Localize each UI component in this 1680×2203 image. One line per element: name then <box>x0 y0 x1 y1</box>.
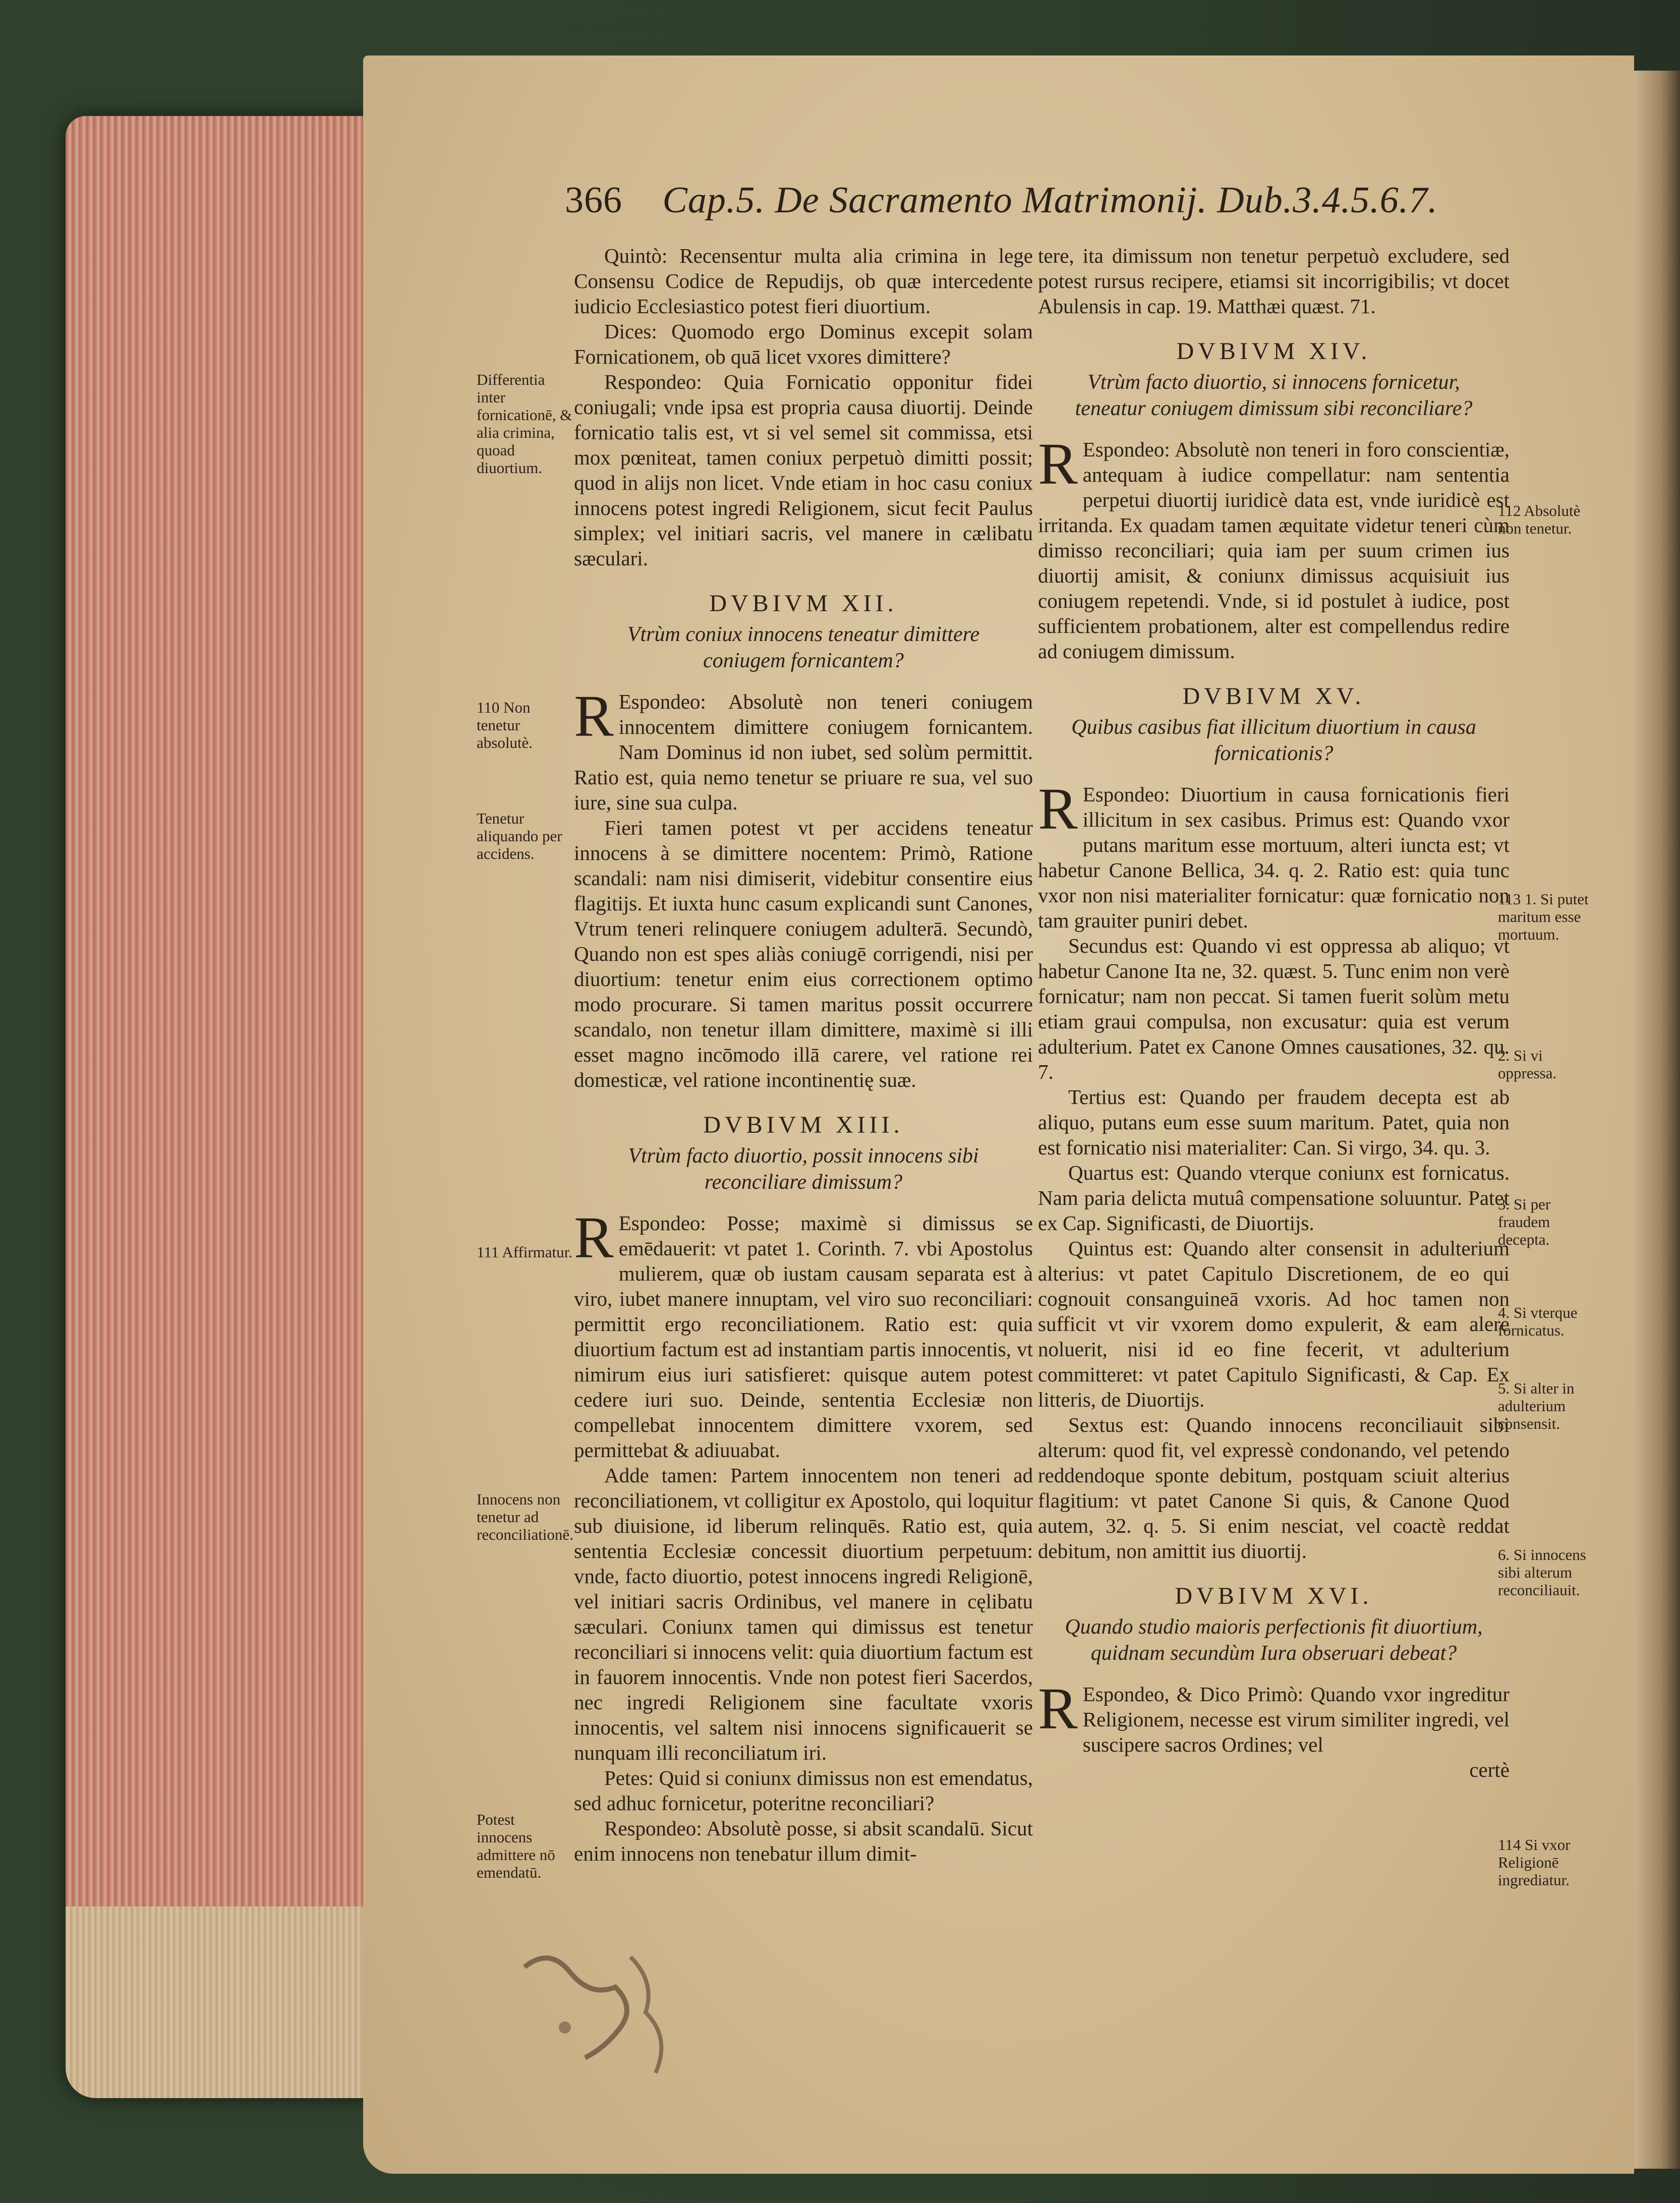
page-number: 366 <box>565 180 622 221</box>
margin-note: 3. Si per fraudem decepta. <box>1498 1195 1551 1248</box>
paragraph-text: Espondeo: Absolutè non teneri in foro conscientiæ, antequam à iudice compellatur: nam sententia perpetui diuortij iuridicè data est, vnde iuridicè est irritanda. Ex quadam tamen æquitate videtur teneri cùm dimisso reconciliari; quia iam per suum crimen ius diuortij amisit, & coniunx dimissus acquisiuit ius coniugem repetendi. Vnde, si id postulet à iudice, post sufficientem probationem, alter est compellendus redire ad coniugem dimissum. <box>1038 438 1510 663</box>
paragraph-text: Espondeo, & Dico Primò: Quando vxor ingreditur Religionem, necesse est virum similiter ingredi, vel suscipere sacros Ordines; vel <box>1082 1683 1510 1756</box>
margin-note: 113 1. Si putet maritum esse mortuum. <box>1498 890 1589 943</box>
paragraph: Quintus est: Quando alter consensit in adulterium alterius: vt patet Capitulo Discretionem, de eo qui cognouit consanguineā vxoris. Ad hoc tamen non sufficit vt vir vxorem domo expulerit, & eam alere noluerit, nisi id eo fine fecerit, vt adulterium committeret: vt patet Capitulo Significasti, & Cap. Ex litteris, de Diuortijs. <box>1038 1237 1510 1411</box>
paragraph: Quintò: Recensentur multa alia crimina in lege Consensu Codice de Repudijs, ob quæ intercedente iudicio Ecclesiastico potest fieri diuortium. <box>574 244 1033 318</box>
section-heading: DVBIVM XVI. <box>1175 1583 1373 1609</box>
book-page-edges <box>66 116 378 2098</box>
drop-cap: R <box>574 683 614 749</box>
margin-note: 114 Si vxor Religionē ingrediatur. <box>1498 1836 1571 1889</box>
paragraph <box>1038 431 1510 664</box>
paragraph <box>574 683 1033 815</box>
paragraph: Adde tamen: Partem innocentem non teneri ad reconciliationem, vt colligitur ex Apostolo, qui loquitur sub diuisione, id liberum relinquēs. Ratio est, quia sententia Ecclesiæ concessit diuortium perpetuum: vnde, facto diuortio, potest innocens ingredi Religionē, vel initiari sacris Ordinibus, vel manere in cęlibatu sæculari. Coniunx tamen qui dimissus est tenetur reconciliari si innocens velit: quia diuortium factum est in fauorem innocentis. Vnde non potest fieri Sacerdos, nec ingredi Religionem sine facultate vxoris innocentis, vel saltem nisi innocens significauerit se nunquam illi reconciliatum iri. <box>574 1464 1033 1764</box>
section-question: Quando studio maioris perfectionis fit diuortium, quidnam secundùm Iura obseruari debeat? <box>1065 1615 1483 1665</box>
paragraph: Quartus est: Quando vterque coniunx est fornicatus. Nam paria delicta mutuâ compensatione soluuntur. Patet ex Cap. Significasti, de Diuortijs. <box>1038 1161 1510 1235</box>
margin-note: Innocens non tenetur ad reconciliationē. <box>477 1490 573 1543</box>
paragraph: Petes: Quid si coniunx dimissus non est emendatus, sed adhuc fornicetur, poteritne reconciliari? <box>574 1766 1033 1815</box>
paragraph: Respondeo: Quia Fornicatio opponitur fidei coniugali; vnde ipsa est propria causa diuortij. Deinde fornicatio talis est, vt si vel semel sit commissa, etsi mox pœniteat, tamen coniux perpetuò dimitti possit; quod in alijs non licet. Vnde etiam in hoc casu coniux innocens potest ingredi Religionem, sicut fecit Paulus simplex; vel initiari sacris, vel manere in cælibatu sæculari. <box>574 370 1033 570</box>
running-header <box>565 179 1438 222</box>
drop-cap: R <box>1038 776 1078 842</box>
margin-note: 110 Non tenetur absolutè. <box>477 699 533 751</box>
right-column <box>1038 243 1510 1782</box>
ink-stain <box>504 1927 716 2088</box>
paragraph-text: Espondeo: Absolutè non teneri coniugem innocentem dimittere coniugem fornicantem. Nam Dominus id non iubet, sed solùm permittit. Ratio est, quia nemo tenetur se priuare re sua, vel suo iure, sine sua culpa. <box>574 690 1033 814</box>
catchword: certè <box>1469 1758 1510 1781</box>
paragraph: Dices: Quomodo ergo Dominus excepit solam Fornicationem, ob quā licet vxores dimittere? <box>574 320 1033 368</box>
section-heading: DVBIVM XIII. <box>703 1112 904 1138</box>
drop-cap: R <box>1038 431 1078 497</box>
page-title: Cap.5. De Sacramento Matrimonij. Dub.3.4.5.6.7. <box>662 180 1438 221</box>
section-heading: DVBIVM XII. <box>709 590 898 617</box>
section-question: Quibus casibus fiat illicitum diuortium in causa fornicationis? <box>1071 716 1476 765</box>
section-heading: DVBIVM XV. <box>1182 683 1365 710</box>
margin-note: 2. Si vi oppressa. <box>1498 1047 1557 1082</box>
left-column <box>574 243 1033 1866</box>
section-question: Vtrùm facto diuortio, si innocens fornicetur, teneatur coniugem dimissum sibi reconciliare? <box>1075 371 1473 420</box>
margin-note: 5. Si alter in adulterium consensit. <box>1498 1379 1575 1432</box>
paragraph <box>574 1204 1033 1463</box>
book-page-edges-lower <box>66 1906 378 2098</box>
drop-cap: R <box>574 1204 614 1270</box>
section-question: Vtrùm facto diuortio, possit innocens sibi reconciliare dimissum? <box>628 1144 979 1194</box>
paragraph-text: Espondeo: Posse; maximè si dimissus se emēdauerit: vt patet 1. Corinth. 7. vbi Apostolus mulierem, quæ ob iustam causam separata est à viro, iubet manere innuptam, vel viro suo reconciliari: permittit ergo reconciliationem. Ratio est: quia diuortium factum est ad instantiam partis innocentis, vt nimirum eius iuri satisfieret: quisque autem potest cedere iuri suo. Deinde, sententia Ecclesiæ non compellebat innocentem dimittere vxorem, sed permittebat & adiuuabat. <box>574 1211 1033 1462</box>
margin-note: Tenetur aliquando per accidens. <box>477 809 562 862</box>
margin-note: 112 Absolutè non tenetur. <box>1498 502 1581 537</box>
margin-note: Potest innocens admittere nō emendatū. <box>477 1811 555 1881</box>
paragraph <box>1038 1675 1510 1757</box>
facing-page-edge <box>1634 71 1680 2169</box>
drop-cap: R <box>1038 1675 1078 1742</box>
paragraph <box>1038 776 1510 933</box>
margin-note: 111 Affirmatur. <box>477 1243 572 1261</box>
section-heading: DVBIVM XIV. <box>1176 338 1371 365</box>
margin-note: 6. Si innocens sibi alterum reconciliauit. <box>1498 1546 1586 1599</box>
paragraph: Respondeo: Absolutè posse, si absit scandalū. Sicut enim innocens non tenebatur illum dimit- <box>574 1817 1033 1865</box>
paragraph: Secundus est: Quando vi est oppressa ab aliquo; vt habetur Canone Ita ne, 32. quæst. 5. Tunc enim non verè fornicatur; nam non peccat. Si tamen fuerit solùm metu etiam graui compulsa, non excusatur: quia est verum adulterium. Patet ex Canone Omnes causationes, 32. qu. 7. <box>1038 934 1510 1083</box>
section-question: Vtrùm coniux innocens teneatur dimittere coniugem fornicantem? <box>627 623 980 672</box>
margin-note: 4. Si vterque fornicatus. <box>1498 1304 1578 1339</box>
paragraph: Tertius est: Quando per fraudem decepta est ab aliquo, putans eum esse suum maritum. Patet, quia non est fornicatio nisi materialiter: Can. Si virgo, 34. qu. 3. <box>1038 1085 1510 1159</box>
margin-note: Differentia inter fornicationē, & alia crimina, quoad diuortium. <box>477 371 572 477</box>
paragraph: Fieri tamen potest vt per accidens teneatur innocens à se dimittere nocentem: Primò, Ratione scandali: nam nisi dimiserit, videbitur consentire eius flagitijs. Et iuxta hunc casum explicandi sunt Canones, Vtrum teneri relinquere coniugem adulterā. Secundò, Quando non est spes aliàs coniugē corrigendi, nisi per diuortium: tenetur enim eius correctionem optimo modo procurare. Si tamen maritus possit occurrere scandalo, non tenetur illam dimittere, maximè si illi esset magno incōmodo illā carere, vel ratione rei domesticæ, vel ratione incontinentię suæ. <box>574 816 1033 1091</box>
paragraph-text: Espondeo: Diuortium in causa fornicationis fieri illicitum in sex casibus. Primus est: Quando vxor putans maritum esse mortuum, alteri iuncta est; vt habetur Canone Bellica, 34. q. 2. Ratio est: quia tunc vxor non nisi materialiter fornicatur: quæ fornicatio non tam grauiter puniri debet. <box>1038 783 1510 932</box>
paragraph: Sextus est: Quando innocens reconciliauit sibi alterum: quod fit, vel expressè condonando, vel petendo reddendoque sponte debitum, postquam sciuit alterius flagitium: vt patet Canone Si quis, & Canone Quod autem, 32. q. 5. Si enim nesciat, vel coactè reddat debitum, non amittit ius diuortij. <box>1038 1413 1510 1562</box>
paragraph: tere, ita dimissum non tenetur perpetuò excludere, sed potest rursus recipere, etiamsi sit incorrigibilis; vt docet Abulensis in cap. 19. Matthæi quæst. 71. <box>1038 244 1510 318</box>
